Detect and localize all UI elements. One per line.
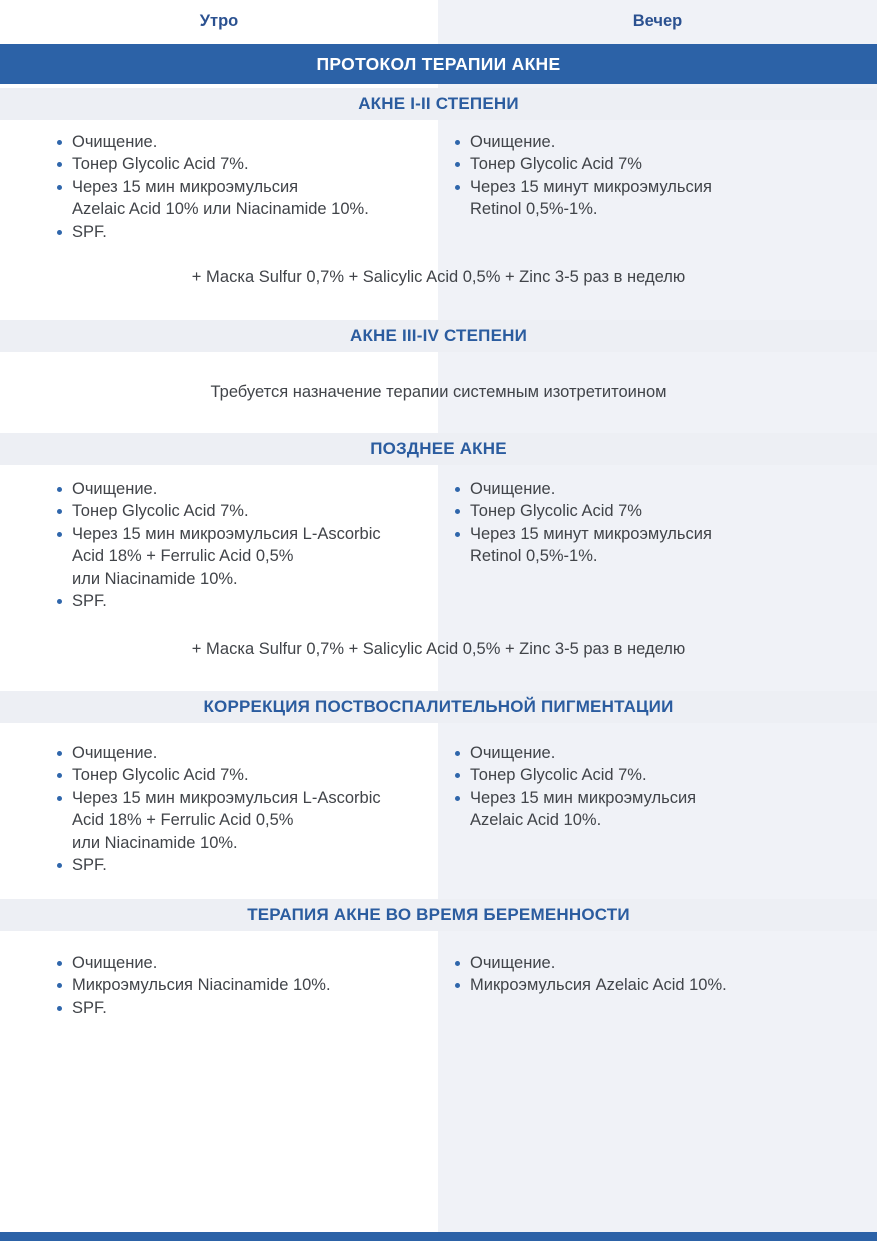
- routine-item-text: [72, 478, 157, 500]
- bullet-icon: [455, 487, 460, 492]
- bullet-icon: [57, 796, 62, 801]
- routine-item: [455, 787, 860, 832]
- bullet-icon: [455, 532, 460, 537]
- evening-label: Вечер: [632, 11, 683, 30]
- routine-item-text: [72, 742, 157, 764]
- routine-item-line: Через 15 мин микроэмульсия L-Ascorbic: [72, 524, 381, 543]
- routine-item-line: Очищение.: [72, 954, 158, 972]
- routine-item-line: Через 15 минут микроэмульсия: [470, 177, 712, 196]
- routine-item: [455, 153, 860, 175]
- routine-item-text: [470, 131, 555, 153]
- routine-item: [57, 153, 432, 175]
- routine-item-line: Тонер Glycolic Acid 7%.: [72, 766, 249, 785]
- routine-list-evening: [455, 952, 860, 997]
- routine-item-text: [72, 787, 381, 854]
- routine-item-text: [470, 523, 712, 568]
- bullet-icon: [57, 230, 62, 235]
- routine-item-text: [470, 764, 647, 786]
- routine-item-text: [72, 131, 157, 153]
- routine-item-text: [72, 500, 249, 522]
- routine-item-line: или Niacinamide 10%.: [72, 569, 238, 588]
- routine-item-line: Через 15 мин микроэмульсия: [72, 177, 299, 196]
- bullet-icon: [57, 532, 62, 537]
- routine-item: [57, 590, 432, 612]
- bullet-icon: [57, 140, 62, 145]
- routine-list-evening: [455, 742, 860, 832]
- routine-item-line: Очищение.: [470, 744, 556, 762]
- column-header-row: [0, 0, 877, 42]
- column-header-morning: [0, 0, 438, 42]
- routine-item-line: Микроэмульсия Azelaic Acid 10%.: [470, 976, 727, 995]
- routine-item-line: Тонер Glycolic Acid 7%: [470, 502, 642, 521]
- bullet-icon: [455, 509, 460, 514]
- mask-note: + Маска Sulfur 0,7% + Salicylic Acid 0,5% + Zinc 3-5 раз в неделю: [191, 640, 686, 658]
- section-band-late-acne: [0, 433, 877, 465]
- routine-item-line: Acid 18% + Ferrulic Acid 0,5%: [72, 811, 294, 830]
- routine-item-text: [470, 974, 727, 996]
- routine-item-line: Azelaic Acid 10%.: [470, 811, 602, 830]
- routine-item: [57, 952, 432, 974]
- routine-item: [57, 854, 432, 876]
- section-title: ПОЗДНЕЕ АКНЕ: [370, 439, 507, 458]
- mask-note: + Маска Sulfur 0,7% + Salicylic Acid 0,5% + Zinc 3-5 раз в неделю: [191, 268, 686, 286]
- routine-item-text: [72, 221, 107, 243]
- document-title: ПРОТОКОЛ ТЕРАПИИ АКНЕ: [316, 53, 561, 74]
- routine-item: [57, 974, 432, 996]
- bullet-icon: [57, 751, 62, 756]
- routine-item-text: [470, 478, 555, 500]
- routine-item-line: Через 15 минут микроэмульсия: [470, 524, 712, 543]
- morning-label: Утро: [199, 11, 239, 30]
- bullet-icon: [57, 983, 62, 988]
- routine-item-line: Тонер Glycolic Acid 7%.: [470, 766, 647, 785]
- bullet-icon: [455, 796, 460, 801]
- routine-item-line: Очищение.: [72, 133, 158, 151]
- bullet-icon: [455, 140, 460, 145]
- routine-item: [57, 997, 432, 1019]
- bullet-icon: [57, 185, 62, 190]
- routine-item: [455, 523, 860, 568]
- bottom-accent-bar: [0, 1232, 877, 1241]
- bullet-icon: [57, 961, 62, 966]
- section-band-pregnancy: [0, 899, 877, 931]
- routine-item-line: SPF.: [72, 592, 107, 611]
- routine-item: [57, 787, 432, 854]
- bullet-icon: [455, 185, 460, 190]
- routine-item-text: [72, 153, 249, 175]
- routine-item-text: [72, 974, 331, 996]
- routine-item-line: SPF.: [72, 222, 107, 241]
- document-title-banner: [0, 44, 877, 84]
- routine-list-morning: [57, 131, 432, 243]
- routine-item-line: Очищение.: [470, 954, 556, 972]
- routine-item-text: [470, 500, 642, 522]
- bullet-icon: [57, 1006, 62, 1011]
- section-band-acne-1-2: [0, 88, 877, 120]
- routine-item-line: Очищение.: [72, 744, 158, 762]
- section-title: АКНЕ III-IV СТЕПЕНИ: [349, 326, 528, 345]
- section-band-pigmentation: [0, 691, 877, 723]
- routine-item-line: Retinol 0,5%-1%.: [470, 547, 598, 566]
- routine-item-text: [72, 590, 107, 612]
- routine-item: [57, 131, 432, 153]
- routine-list-evening: [455, 478, 860, 568]
- routine-item: [455, 974, 860, 996]
- routine-item: [455, 131, 860, 153]
- routine-item-line: Микроэмульсия Niacinamide 10%.: [72, 976, 331, 995]
- routine-list-evening: [455, 131, 860, 221]
- bullet-icon: [455, 751, 460, 756]
- routine-item-text: [470, 787, 696, 832]
- routine-item: [57, 523, 432, 590]
- routine-list-morning: [57, 478, 432, 612]
- routine-item: [57, 764, 432, 786]
- bullet-icon: [57, 863, 62, 868]
- routine-item-line: Очищение.: [470, 133, 556, 151]
- column-header-evening: [438, 0, 877, 42]
- routine-item-text: [72, 523, 381, 590]
- routine-item-text: [72, 997, 107, 1019]
- bullet-icon: [57, 773, 62, 778]
- bullet-icon: [57, 487, 62, 492]
- routine-item: [455, 176, 860, 221]
- routine-item: [57, 742, 432, 764]
- routine-item-text: [470, 952, 555, 974]
- routine-item-line: SPF.: [72, 998, 107, 1017]
- routine-item-line: Тонер Glycolic Acid 7%.: [72, 155, 249, 174]
- routine-item-line: Через 15 мин микроэмульсия: [470, 788, 697, 807]
- section-center-text: Требуется назначение терапии системным изотретитоином: [210, 383, 667, 401]
- bullet-icon: [455, 162, 460, 167]
- section-title: КОРРЕКЦИЯ ПОСТВОСПАЛИТЕЛЬНОЙ ПИГМЕНТАЦИИ: [203, 697, 674, 716]
- routine-item: [57, 176, 432, 221]
- routine-item-text: [72, 952, 157, 974]
- routine-item-text: [470, 176, 712, 221]
- routine-item-line: SPF.: [72, 856, 107, 875]
- routine-item-line: Тонер Glycolic Acid 7%: [470, 155, 642, 174]
- routine-item-line: Тонер Glycolic Acid 7%.: [72, 502, 249, 521]
- routine-list-morning: [57, 952, 432, 1019]
- routine-item: [455, 952, 860, 974]
- routine-item-text: [72, 176, 369, 221]
- routine-item-line: Retinol 0,5%-1%.: [470, 200, 598, 219]
- routine-list-morning: [57, 742, 432, 876]
- bullet-icon: [455, 773, 460, 778]
- routine-item: [455, 742, 860, 764]
- routine-item: [57, 478, 432, 500]
- section-title: ТЕРАПИЯ АКНЕ ВО ВРЕМЯ БЕРЕМЕННОСТИ: [247, 905, 630, 924]
- section-title: АКНЕ I-II СТЕПЕНИ: [358, 94, 519, 113]
- routine-item-text: [470, 742, 555, 764]
- routine-item-line: Очищение.: [72, 480, 158, 498]
- section-band-acne-3-4: [0, 320, 877, 352]
- bullet-icon: [57, 509, 62, 514]
- routine-item-line: Очищение.: [470, 480, 556, 498]
- routine-item-line: Через 15 мин микроэмульсия L-Ascorbic: [72, 788, 381, 807]
- routine-item-line: Azelaic Acid 10% или Niacinamide 10%.: [72, 200, 369, 219]
- routine-item-text: [72, 854, 107, 876]
- routine-item: [57, 500, 432, 522]
- routine-item: [455, 478, 860, 500]
- routine-item: [57, 221, 432, 243]
- routine-item-text: [72, 764, 249, 786]
- bullet-icon: [455, 983, 460, 988]
- routine-item: [455, 500, 860, 522]
- bullet-icon: [455, 961, 460, 966]
- routine-item-text: [470, 153, 642, 175]
- routine-item-line: или Niacinamide 10%.: [72, 833, 238, 852]
- routine-item: [455, 764, 860, 786]
- routine-item-line: Acid 18% + Ferrulic Acid 0,5%: [72, 547, 294, 566]
- bullet-icon: [57, 162, 62, 167]
- bullet-icon: [57, 599, 62, 604]
